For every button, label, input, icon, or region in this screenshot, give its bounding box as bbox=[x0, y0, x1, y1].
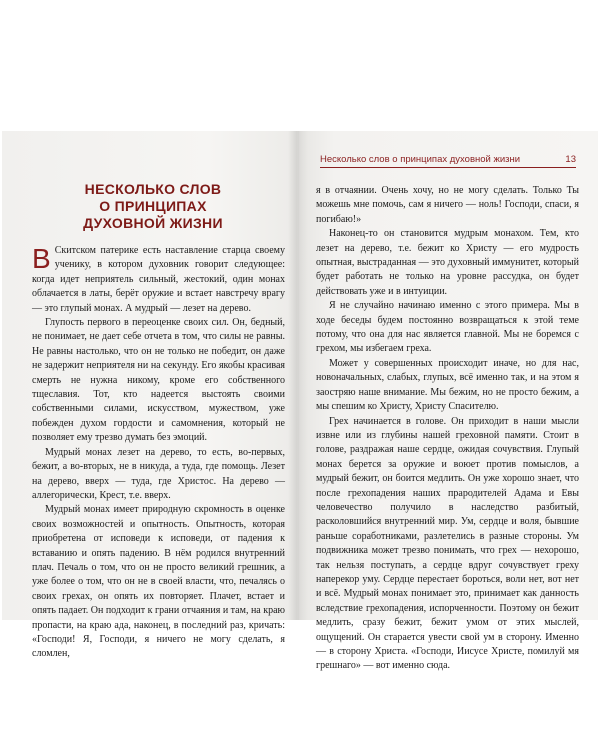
paragraph: Грех начинается в голове. Он приходит в наши мысли извне или из глубины нашей греховной памяти. Стоит в голове, раздражая наше сердце, ожидая сочувствия. Глупый монах берется за оружие и воюет против помыслов, а мудрый бежит, он боится медлить. Он уже хорошо знает, что после грехопадения наших прародителей Адама и Евы человечество получило в наследство разбитый, расколовшийся внутренний мир. Ум, сердце и воля, бывшие раньше соработниками, разлетелись в разные стороны. Ум подвижника может трезво понимать, что грех — нехорошо, так нельзя поступать, а сердце вдруг сочувствует греху наперекор уму. Сердце перестает бороться, воли нет, вот нет и всё. Мудрый монах понимает это, принимает как данность вследствие грехопадения, испорченности. Поэтому он бежит медлить, сразу бежит, бежит умом от этих мыслей, ощущений. Он старается увести свой ум в сторону. Именно — в сторону Христа. «Господи, Иисусе Христе, помилуй мя грешнаго» — вот именно сюда. bbox=[316, 415, 579, 672]
running-head-rule bbox=[320, 167, 576, 168]
paragraph bbox=[32, 244, 285, 316]
paragraph: Наконец-то он становится мудрым монахом. Тем, кто лезет на дерево, т.е. бежит ко Христу — его мудрость опытная, выстраданная — это духовный иммунитет, который будет работать не только на уровне рассудка, он будет действовать уже и в интуиции. bbox=[316, 228, 579, 297]
book-spread bbox=[2, 131, 598, 672]
chapter-title bbox=[38, 181, 268, 232]
left-page bbox=[2, 131, 298, 660]
page-number: 13 bbox=[565, 154, 576, 165]
chapter-title-line-2: О ПРИНЦИПАХ bbox=[99, 198, 207, 214]
paragraph: Мудрый монах лезет на дерево, то есть, во-первых, бежит, а во-вторых, не в никуда, а туда, где помощь. Лезет на дерево, вверх — туда, где Христос. На дерево — аллегорически, Крест, т.е. вверх. bbox=[32, 446, 285, 501]
paragraph: Глупость первого в переоценке своих сил. Он, бедный, не понимает, не дает себе отчета в том, что силы не равны. Не равны настолько, что он не только не победит, он даже не задержит неприятеля ни на секунду. Его якобы красивая смерть не нужна никому, кроме его собственного тщеславия. Тот, кто надеется выстоять своими собственными силами, искусством, мужеством, уже побежден духом гордости и самомнения, который не позволяет ему трезво думать без эмоций. bbox=[32, 317, 285, 444]
drop-cap: В bbox=[32, 243, 51, 274]
paragraph-text: Скитском патерике есть наставление старца своему ученику, в котором духовник говорит следующее: когда идет неприятель сильный, жестокий, один монах облачается в латы, берёт оружие и встает навстречу врагу — это глупый монах. А мудрый — лезет на дерево. bbox=[32, 245, 285, 314]
paragraph: Я не случайно начинаю именно с этого примера. Мы в ходе беседы будем постоянно возвращаться к этой теме потому, что она для нас является главной. Мы не боремся с грехом, мы избегаем греха. bbox=[316, 300, 579, 355]
chapter-title-line-1: НЕСКОЛЬКО СЛОВ bbox=[84, 181, 222, 197]
right-text-column bbox=[316, 184, 579, 674]
left-text-column bbox=[32, 244, 285, 662]
paragraph: Может у совершенных происходит иначе, но для нас, новоначальных, слабых, глупых, всё именно так, и на этом я заостряю наше внимание. Мы бежим, но не просто бежим, а мы спешим ко Христу, Христу Спасителю. bbox=[316, 357, 579, 413]
chapter-title-line-3: ДУХОВНОЙ ЖИЗНИ bbox=[83, 215, 223, 231]
paragraph: Мудрый монах имеет природную скромность в оценке своих возможностей и опытность. Опытность, которая приобретена от исповеди к исповеди, от падения к вставанию и опять падению. В нём родился внутренний плач. Печаль о том, что он не просто великий грешник, а уже более о том, что он не в своей власти, что, печалясь о своих грехах, он опять их повторяет. Плачет, встает и опять падает. Он подходит к грани отчаяния и там, на краю пропасти, на краю ада, наконец, в последний раз, кричать: «Господи! Я, Господи, я ничего не могу сделать, я сломлен, bbox=[32, 504, 285, 660]
right-page bbox=[298, 131, 598, 672]
running-head: Несколько слов о принципах духовной жизни bbox=[320, 154, 521, 165]
continued-paragraph: я в отчаянии. Очень хочу, но не могу сделать. Только Ты можешь мне помочь, сам я ничего — ноль! Господи, спаси, я погибаю!» bbox=[316, 185, 579, 225]
